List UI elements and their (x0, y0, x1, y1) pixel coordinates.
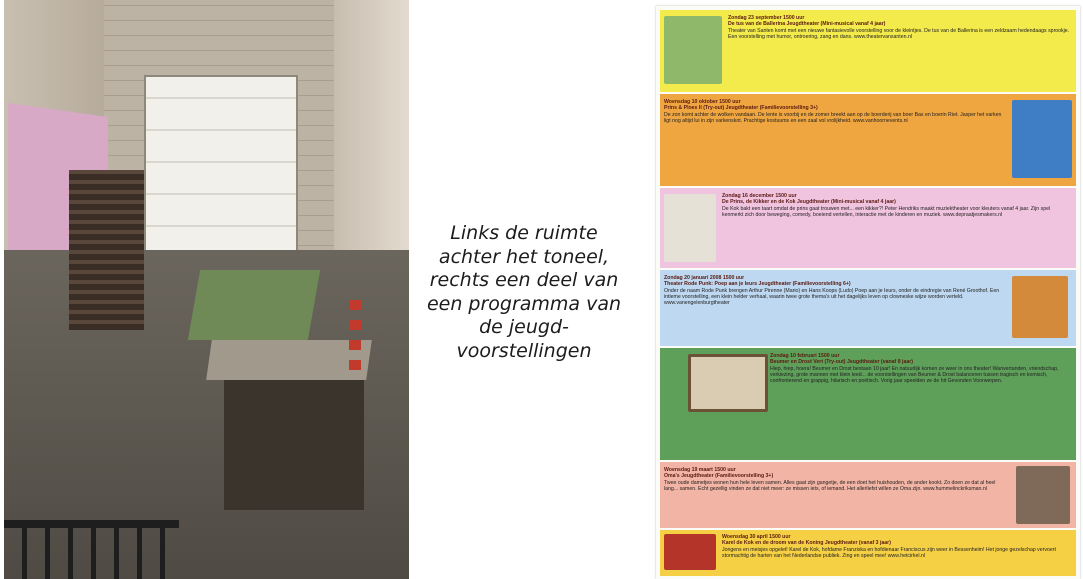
event-heading: Zondag 23 september 1500 uur De tus van de Ballerina Jeugdtheater (Mini-musical vanaf 4 jaar) (728, 15, 886, 28)
event-rode-punk (660, 270, 1076, 346)
photo-green-mat (188, 270, 320, 340)
event-prins-ploes (660, 94, 1076, 186)
event-photo (688, 354, 768, 412)
event-photo (664, 194, 716, 262)
event-omas (660, 462, 1076, 528)
event-description: Jongens en meisjes opgelet! Karel de Kok, hofdame Franziska en hofdienaar Franciscus zijn weer in Bessenheim! Het jonge gezelschap vervoert stormachtig de harten van het Nederlandse publiek. Zing en speel mee! www.hetcirkel.nl (722, 546, 1056, 559)
event-heading: Woensdag 30 april 1500 uur Karel de Kok en de droom van de Koning Jeugdtheater (vanaf 3 jaar) (722, 534, 891, 547)
photo-pallet-stack (69, 170, 144, 330)
event-karel-de-kok (660, 530, 1076, 576)
event-description: Theater van Santen komt met een nieuwe fantasievolle voorstelling voor de kleintjes. De tus van de Ballerina is een zeldzaam hedendaags sprookje. Een voorstelling met humor, ontroering, zang en dans. www.theatervansanten.nl (728, 27, 1070, 40)
photo-workbench-top (206, 340, 372, 380)
event-photo (664, 534, 716, 570)
event-beumer-drost (660, 348, 1076, 460)
event-heading: Zondag 10 februari 1500 uur Beumer en Drost Vert (Try-out) Jeugdtheater (vanaf 8 jaar) (770, 353, 913, 366)
event-heading: Woensdag 10 oktober 1500 uur Prins & Ploes II (Try-out) Jeugdtheater (Familievoorstelling 3+) (664, 99, 818, 112)
photo-stair-railing (4, 520, 179, 579)
event-heading: Zondag 16 december 1500 uur De Prins, de Kikker en de Kok Jeugdtheater (Mini-musical vanaf 4 jaar) (722, 193, 896, 206)
event-photo (1012, 276, 1068, 338)
event-heading: Zondag 20 januari 2008 1500 uur Theater Rode Punk: Poep aan je Ieurs Jeugdtheater (Familievoorstelling 6+) (664, 275, 851, 288)
event-description: Hiep, hiep, hoera! Beumer en Drost bestaan 10 jaar! En natuurlijk komen ze weer in ons theater! Wanvertanden, vriendschap, verkiezing, grote mannen met klein leed... de voorstellingen van Beumer & Drost balanceren tussen tragisch en komisch, confronterend en grappig, hilarisch en poëtisch. Vorig jaar speelden ze de hit Gevonden Voorwerpen. (770, 365, 1059, 385)
photo-red-markers (349, 300, 361, 370)
photo-workbench-body (224, 380, 364, 510)
caption: Links de ruimte achter het toneel, rechts een deel van een programma van de jeugd-voorstellingen (426, 222, 622, 362)
event-description: De Kok bakt een taart omdat de prins gaat trouwen met... een kikker?! Peter Hendriks maakt muziektheater voor kleuters vanaf 4 jaar. Zijn spel kenmerkt zich door beweging, comedy, boeiend vertellen, interactie met de kinderen en muziek. www.depraatjesmakers.nl (722, 205, 1051, 218)
event-photo (1012, 100, 1072, 178)
programme-page (656, 6, 1080, 579)
event-heading: Woensdag 19 maart 1500 uur Oma's Jeugdtheater (Familievoorstelling 3+) (664, 467, 774, 480)
photo-roller-door (144, 75, 298, 259)
backstage-photo (4, 0, 409, 579)
event-photo (1016, 466, 1070, 524)
event-photo (664, 16, 722, 84)
event-description: De zon komt achter de wolken vandaan. De lente is voorbij en de zomer breekt aan op de boerderij van boer Bas en boerin Riet. Jasper het varken ligt nog altijd lui in zijn varkenskot. Prachtige kostuums en een zaal vol vrolijkheid. www.vanhoornevents.nl (664, 111, 1002, 124)
event-description: Twee oude dametjes wonen hun hele leven samen. Alles gaat zijn gangetje, de een doet het huishouden, de ander kookt. Zo doen ze dat al heel lang... samen. Echt gezellig vinden ze dat niet meer: ze missen iets, of iemand. Het allerliefst willen ze Oma zijn. www.hummelinckriksman.nl (664, 479, 996, 492)
event-ballerina (660, 10, 1076, 92)
event-description: Onder de naam Rode Punk brengen Arthur Pirenne (Mario) en Hans Koops (Ludo) Poep aan je Ieurs, onder de eindregie van René Groothof. Een intieme voorstelling, een klein helder verhaal, waarin twee grote thema's uit het dagelijks leven op clowneske wijze worden verteld. www.vanengelenburgtheater (664, 287, 1000, 307)
event-prins-kikker-kok (660, 188, 1076, 268)
